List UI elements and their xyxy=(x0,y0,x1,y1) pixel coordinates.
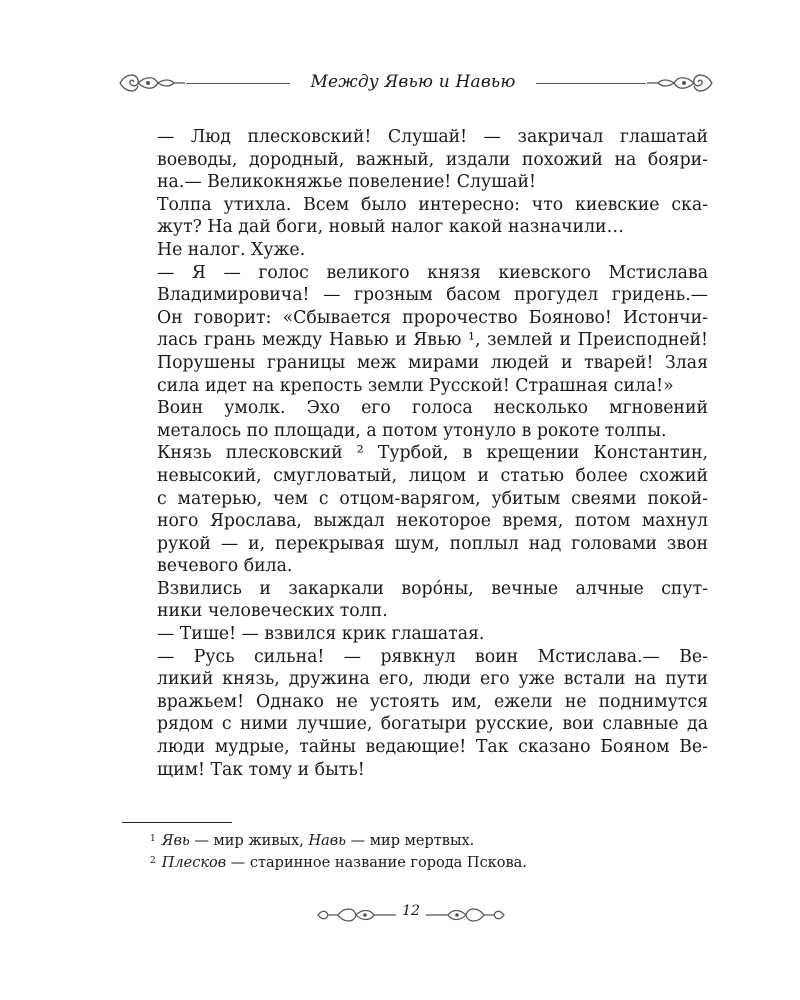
text-line: ники человеческих толп. xyxy=(157,601,388,622)
footnote-text: — мир мертвых. xyxy=(346,833,475,849)
footnote-separator xyxy=(122,822,232,823)
flourish-ornament-right-icon xyxy=(646,70,714,96)
footnote-text: — мир живых, xyxy=(189,833,309,849)
text-line: ного Ярослава, выждал некоторое время, потом махнул xyxy=(157,511,708,532)
text-line: Князь плесковский ² Турбой, в крещении Константин, xyxy=(157,443,708,464)
footnote-1 xyxy=(150,829,710,851)
paragraph xyxy=(122,646,708,782)
text-line: Он говорит: «Сбывается пророчество Бояново! Истончи- xyxy=(157,307,708,328)
text-line: щим! Так тому и быть! xyxy=(157,759,365,780)
flourish-ornament-footer-right-icon xyxy=(424,904,506,926)
footnotes xyxy=(150,829,710,873)
text-line: с матерью, чем с отцом-варягом, убитым свеями покой- xyxy=(157,488,708,509)
text-line: — Я — голос великого князя киевского Мстислава xyxy=(157,262,708,283)
text-line: рядом с ними лучшие, богатыри русские, вои славные да xyxy=(157,714,708,735)
footnote-text: — старинное название города Пскова. xyxy=(226,855,527,871)
text-line: вечевого била. xyxy=(157,556,293,577)
text-line: Владимировича! — грозным басом прогудел гридень.— xyxy=(157,285,708,306)
paragraph xyxy=(122,578,708,623)
text-line: жут? На дай боги, новый налог какой назначили… xyxy=(157,217,624,238)
text-line: ликий князь, дружина его, люди его уже встали на пути xyxy=(157,669,708,690)
text-line: рукой — и, перекрывая шум, поплыл над головами звон xyxy=(157,533,708,554)
text-line: — Люд плесковский! Слушай! — закричал глашатай xyxy=(157,127,708,147)
text-line: Взвились и закаркали воро́ны, вечные алчные спут- xyxy=(157,578,708,599)
text-line: вражьем! Однако не устоять им, ежели не поднимутся xyxy=(157,691,708,712)
body-text xyxy=(122,126,708,781)
paragraph xyxy=(122,397,708,442)
footnote-mark: 2 xyxy=(150,856,156,866)
page-footer xyxy=(316,900,506,930)
footnote-term: Навь xyxy=(308,833,347,849)
header-rule-right xyxy=(536,83,646,84)
paragraph xyxy=(122,194,708,239)
footnote-term: Явь xyxy=(161,833,190,849)
paragraph xyxy=(122,623,708,646)
page-number: 12 xyxy=(402,903,420,919)
paragraph xyxy=(122,239,708,262)
text-line: сила идет на крепость земли Русской! Страшная сила!» xyxy=(157,375,674,396)
text-line: Воин умолк. Эхо его голоса несколько мгновений xyxy=(157,398,708,419)
text-line: Порушены границы меж мирами людей и тварей! Злая xyxy=(157,352,708,373)
text-line: — Тише! — взвился крик глашатая. xyxy=(157,624,485,645)
text-line: люди мудрые, тайны ведающие! Так сказано Бояном Ве- xyxy=(157,737,708,758)
paragraph xyxy=(122,442,708,578)
running-title: Между Явью и Навью xyxy=(310,72,516,92)
text-line: лась грань между Навью и Явью ¹, землей и Преисподней! xyxy=(157,330,708,351)
text-line: Толпа утихла. Всем было интересно: что киевские ска- xyxy=(157,194,708,215)
running-header xyxy=(118,66,708,100)
text-line: Не налог. Хуже. xyxy=(157,239,306,260)
text-line: металось по площади, а потом утонуло в рокоте толпы. xyxy=(157,420,667,441)
text-line: невысокий, смугловатый, лицом и статью более схожий xyxy=(157,465,708,486)
footnote-mark: 1 xyxy=(150,834,156,844)
text-line: — Русь сильна! — рявкнул воин Мстислава.— Ве- xyxy=(157,646,708,667)
text-line: воеводы, дородный, важный, издали похожий на бояри- xyxy=(157,149,708,170)
text-line: на.— Великокняжье повеление! Слушай! xyxy=(157,172,536,193)
footnote-2 xyxy=(150,851,710,873)
paragraph xyxy=(122,126,708,194)
paragraph xyxy=(122,262,708,398)
footnote-term: Плесков xyxy=(161,855,227,871)
